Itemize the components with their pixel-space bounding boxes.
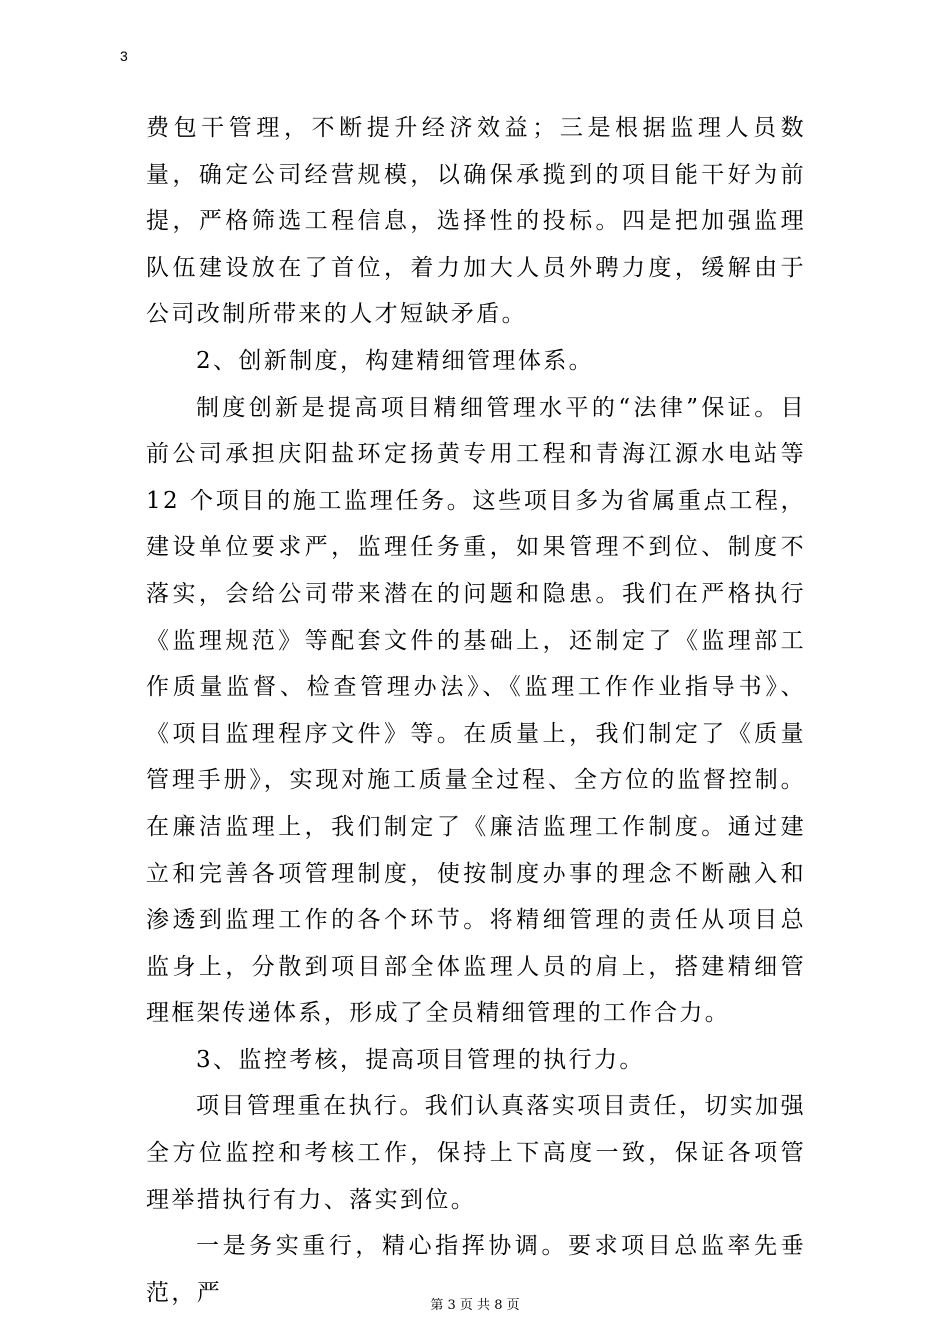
paragraph-continuation: 费包干管理，不断提升经济效益；三是根据监理人员数量，确定公司经营规模，以确保承揽到的项目能干好为前提，严格筛选工程信息，选择性的投标。四是把加强监理队伍建设放在了首位，着力加大人员外聘力度，缓解由于公司改制所带来的人才短缺矛盾。 <box>146 115 806 328</box>
page-number-top: 3 <box>120 48 128 64</box>
paragraph-execution: 项目管理重在执行。我们认真落实项目责任，切实加强全方位监控和考核工作，保持上下高度一致，保证各项管理举措执行有力、落实到位。 <box>146 1093 806 1213</box>
section-heading-2: 2、创新制度，构建精细管理体系。 <box>196 347 595 374</box>
section-heading-3: 3、监控考核，提高项目管理的执行力。 <box>196 1046 645 1073</box>
paragraph-system-innovation: 制度创新是提高项目精细管理水平的“法律”保证。目前公司承担庆阳盐环定扬黄专用工程和青海江源水电站等 12 个项目的施工监理任务。这些项目多为省属重点工程，建设单位要求严，监理任务重，如果管理不到位、制度不落实，会给公司带来潜在的问题和隐患。我们在严格执行《监理规范》等配套文件的基础上，还制定了《监理部工作质量监督、检查管理办法》、《监理工作作业指导书》、《项目监理程序文件》等。在质量上，我们制定了《质量管理手册》，实现对施工质量全过程、全方位的监督控制。在廉洁监理上，我们制定了《廉洁监理工作制度。通过建立和完善各项管理制度，使按制度办事的理念不断融入和渗透到监理工作的各个环节。将精细管理的责任从项目总监身上，分散到项目部全体监理人员的肩上，搭建精细管理框架传递体系，形成了全员精细管理的工作合力。 <box>146 394 806 1027</box>
document-body <box>146 105 806 1316</box>
page-footer: 第 3 页 共 8 页 <box>430 1298 520 1313</box>
paragraph-first-point: 一是务实重行，精心指挥协调。要求项目总监率先垂范，严 <box>146 1233 806 1306</box>
